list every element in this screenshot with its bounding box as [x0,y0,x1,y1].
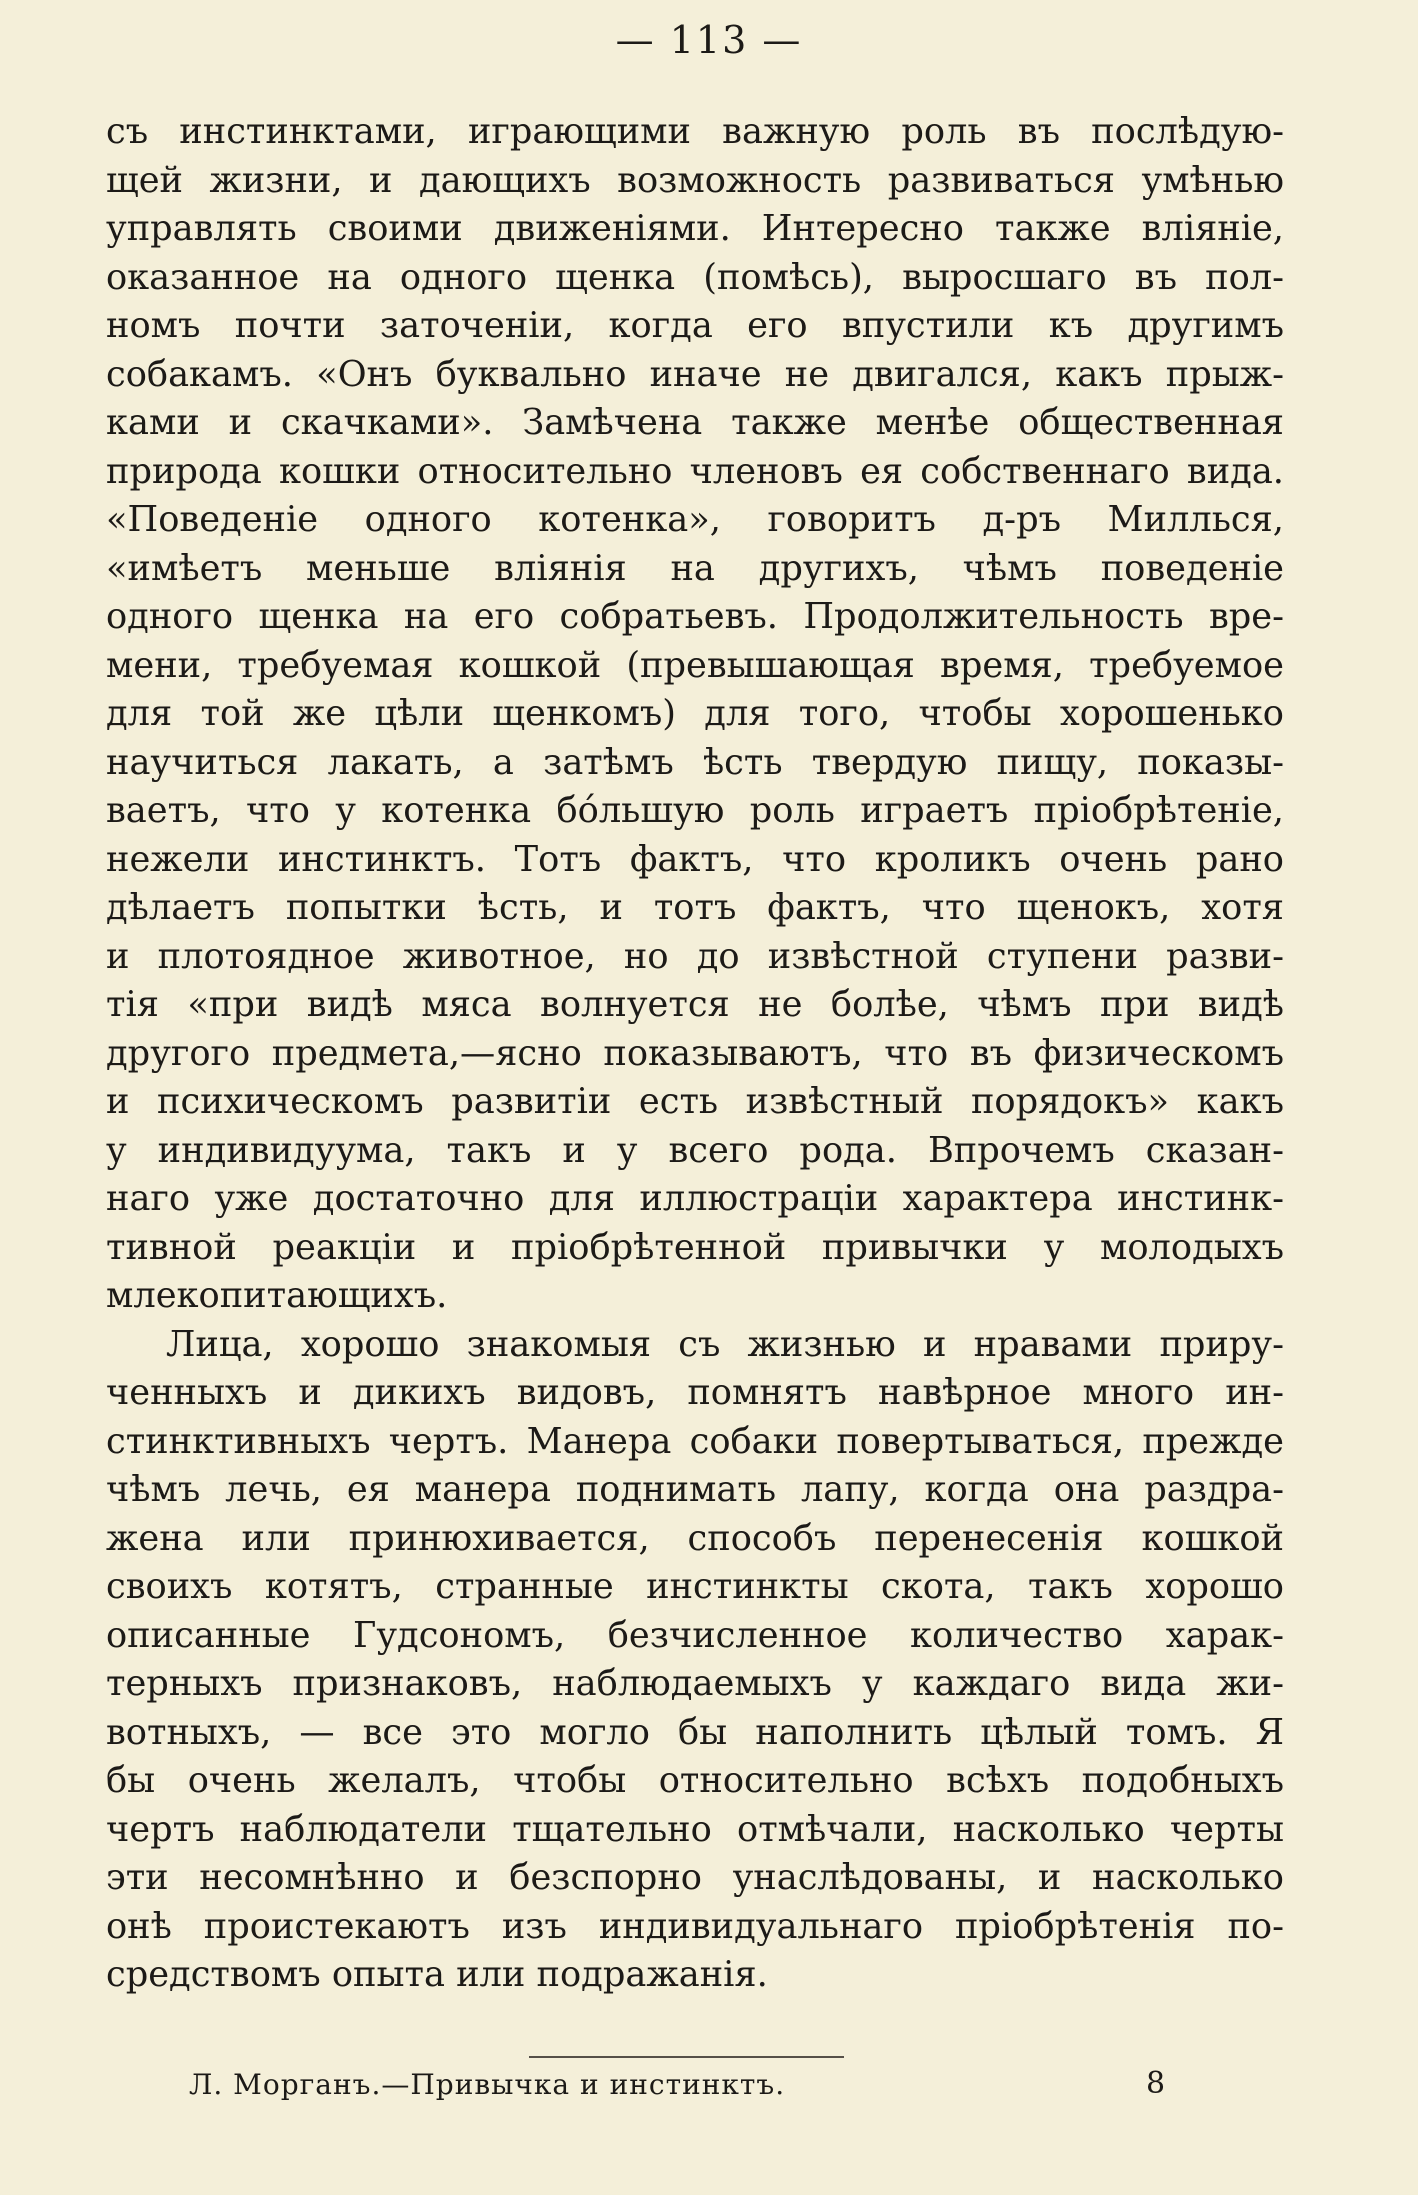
text-line: оказанное на одного щенка (помѣсь), выросшаго въ пол- [106,256,1284,298]
text-line: номъ почти заточеніи, когда его впустили къ другимъ [106,305,1284,346]
text-line: чертъ наблюдатели тщательно отмѣчали, насколько черты [106,1808,1284,1850]
text-line: щей жизни, и дающихъ возможность развиваться умѣнью [106,159,1284,201]
text-line: и плотоядное животное, но до извѣстной ступени разви- [106,935,1284,977]
text-line: бы очень желалъ, чтобы относительно всѣхъ подобныхъ [106,1760,1284,1801]
text-line: управлять своими движеніями. Интересно также вліяніе, [106,208,1284,249]
text-line: тивной реакціи и пріобрѣтенной привычки у молодыхъ [106,1226,1284,1268]
text-line: научиться лакать, а затѣмъ ѣсть твердую пищу, показы- [106,741,1284,783]
text-line: чѣмъ лечь, ея манера поднимать лапу, когда она раздра- [106,1469,1284,1510]
text-line: и психическомъ развитіи есть извѣстный порядокъ» какъ [106,1081,1284,1122]
text-line: терныхъ признаковъ, наблюдаемыхъ у каждаго вида жи- [106,1663,1284,1704]
text-line: вотныхъ, — все это могло бы наполнить цѣлый томъ. Я [106,1711,1284,1753]
page-number: — 113 — [615,18,803,62]
sheet-number: 8 [1146,2066,1166,2101]
text-line: стинктивныхъ чертъ. Манера собаки повертываться, прежде [106,1420,1284,1462]
text-line: собакамъ. «Онъ буквально иначе не двигался, какъ прыж- [106,353,1284,395]
text-line: дѣлаетъ попытки ѣсть, и тотъ фактъ, что щенокъ, хотя [106,887,1284,928]
body-text [106,108,1284,2000]
text-line: своихъ котятъ, странные инстинкты скота, такъ хорошо [106,1566,1284,1607]
paragraph-start-line: Лица, хорошо знакомыя съ жизнью и нравами приру- [166,1323,1284,1365]
text-line: для той же цѣли щенкомъ) для того, чтобы хорошенько [106,693,1284,734]
text-line: онѣ проистекаютъ изъ индивидуальнаго пріобрѣтенія по- [106,1905,1284,1947]
text-line: наго уже достаточно для иллюстраціи характера инстинк- [106,1178,1284,1219]
signature-line: Л. Морганъ.—Привычка и инстинктъ. [189,2068,786,2101]
text-line: другого предмета,—ясно показываютъ, что въ физическомъ [106,1032,1284,1074]
text-line: эти несомнѣнно и безспорно унаслѣдованы, и насколько [106,1857,1284,1898]
text-line: природа кошки относительно членовъ ея собственнаго вида. [106,450,1284,492]
text-line: мени, требуемая кошкой (превышающая время, требуемое [106,644,1284,686]
text-line: у индивидуума, такъ и у всего рода. Впрочемъ сказан- [106,1129,1284,1171]
text-line: ченныхъ и дикихъ видовъ, помнятъ навѣрное много ин- [106,1372,1284,1413]
text-line: «имѣетъ меньше вліянія на другихъ, чѣмъ поведеніе [106,547,1284,589]
text-line: съ инстинктами, играющими важную роль въ послѣдую- [106,111,1284,152]
text-line: ками и скачками». Замѣчена также менѣе общественная [106,402,1284,443]
text-line: тія «при видѣ мяса волнуется не болѣе, чѣмъ при видѣ [106,984,1284,1025]
text-line: описанные Гудсономъ, безчисленное количество харак- [106,1614,1284,1656]
text-line: жена или принюхивается, способъ перенесенія кошкой [106,1517,1284,1559]
text-line: нежели инстинктъ. Тотъ фактъ, что кроликъ очень рано [106,838,1284,880]
footer-rule [529,2056,844,2058]
text-line: «Поведеніе одного котенка», говоритъ д-ръ Миллься, [106,499,1284,540]
text-line: млекопитающихъ. [106,1275,448,1316]
text-line: одного щенка на его собратьевъ. Продолжительность вре- [106,596,1284,637]
text-line: средствомъ опыта или подражанія. [106,1954,768,1995]
text-line: ваетъ, что у котенка бóльшую роль играетъ пріобрѣтеніе, [106,790,1284,831]
